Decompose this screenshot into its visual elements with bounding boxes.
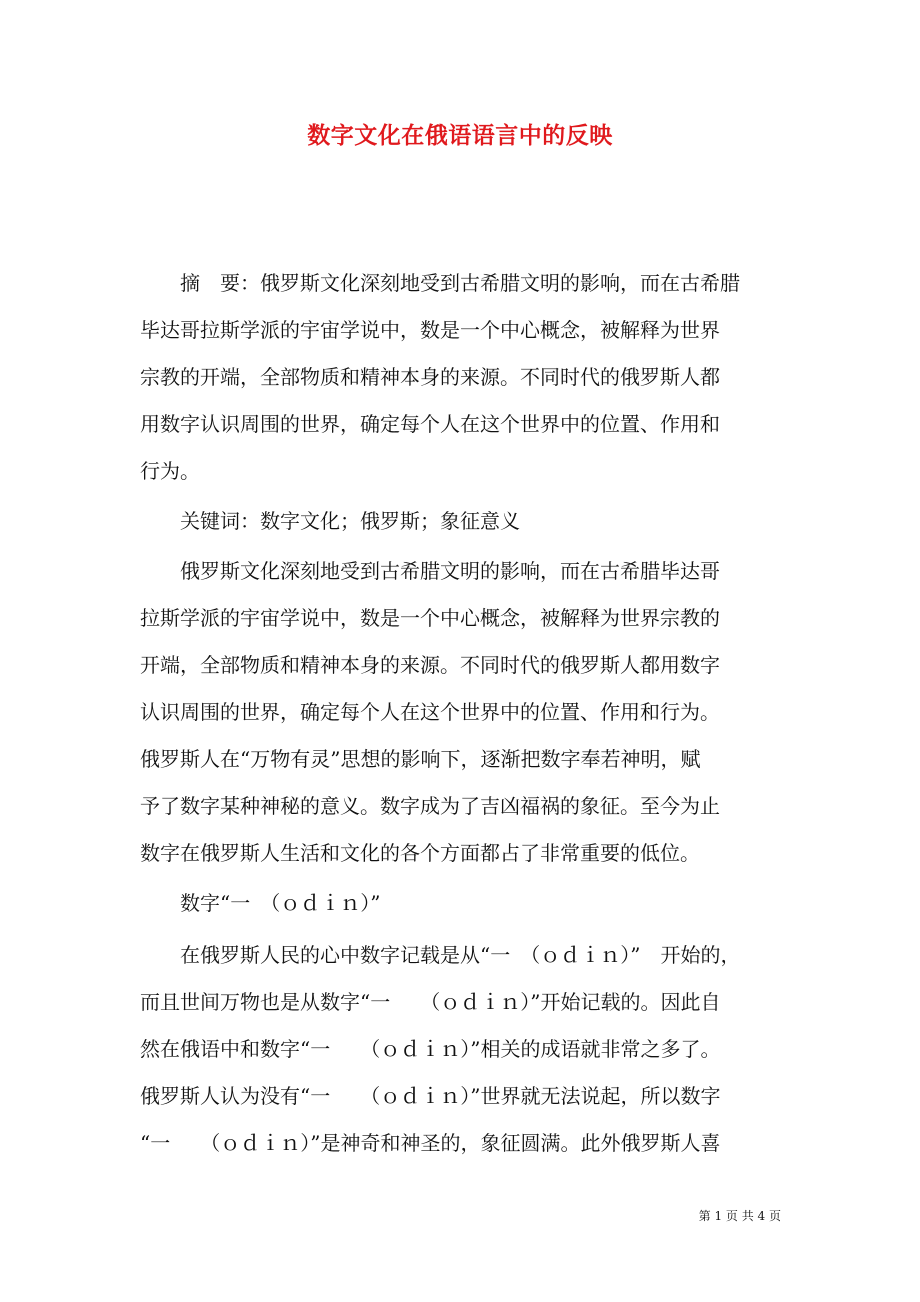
text-line: 而且世间万物也是从数字“一 （ｏｄｉｎ）”开始记载的。因此自 [140, 990, 721, 1014]
document-title: 数字文化在俄语语言中的反映 [307, 122, 613, 149]
text-line: 予了数字某种神秘的意义。数字成为了吉凶福祸的象征。至今为止 [140, 794, 720, 818]
text-line: 毕达哥拉斯学派的宇宙学说中，数是一个中心概念，被解释为世界 [140, 318, 720, 342]
text-line: 俄罗斯文化深刻地受到古希腊文明的影响，而在古希腊毕达哥 [140, 559, 720, 583]
text-line: 拉斯学派的宇宙学说中，数是一个中心概念，被解释为世界宗教的 [140, 606, 720, 630]
text-line: 行为。 [140, 459, 200, 483]
text-line: 认识周围的世界，确定每个人在这个世界中的位置、作用和行为。 [140, 700, 720, 724]
text-line: 摘 要：俄罗斯文化深刻地受到古希腊文明的影响，而在古希腊 [140, 271, 740, 295]
text-line: 宗教的开端，全部物质和精神本身的来源。不同时代的俄罗斯人都 [140, 365, 720, 389]
text-line: 然在俄语中和数字“一 （ｏｄｉｎ）”相关的成语就非常之多了。 [140, 1037, 721, 1061]
text-line: 俄罗斯人认为没有“一 （ｏｄｉｎ）”世界就无法说起，所以数字 [140, 1084, 721, 1108]
page-number-footer: 第 1 页 共 4 页 [698, 1209, 781, 1223]
text-line: “一 （ｏｄｉｎ）”是神奇和神圣的，象征圆满。此外俄罗斯人喜 [140, 1131, 721, 1155]
section-heading: 数字“一 （ｏｄｉｎ）” [140, 891, 381, 915]
text-line: 在俄罗斯人民的心中数字记载是从“一 （ｏｄｉｎ）” 开始的， [140, 943, 741, 967]
keywords-line: 关键词：数字文化；俄罗斯；象征意义 [140, 509, 520, 533]
text-line: 数字在俄罗斯人生活和文化的各个方面都占了非常重要的低位。 [140, 841, 700, 865]
text-line: 用数字认识周围的世界，确定每个人在这个世界中的位置、作用和 [140, 412, 720, 436]
text-line: 开端，全部物质和精神本身的来源。不同时代的俄罗斯人都用数字 [140, 653, 720, 677]
text-line: 俄罗斯人在“万物有灵”思想的影响下，逐渐把数字奉若神明，赋 [140, 747, 701, 771]
